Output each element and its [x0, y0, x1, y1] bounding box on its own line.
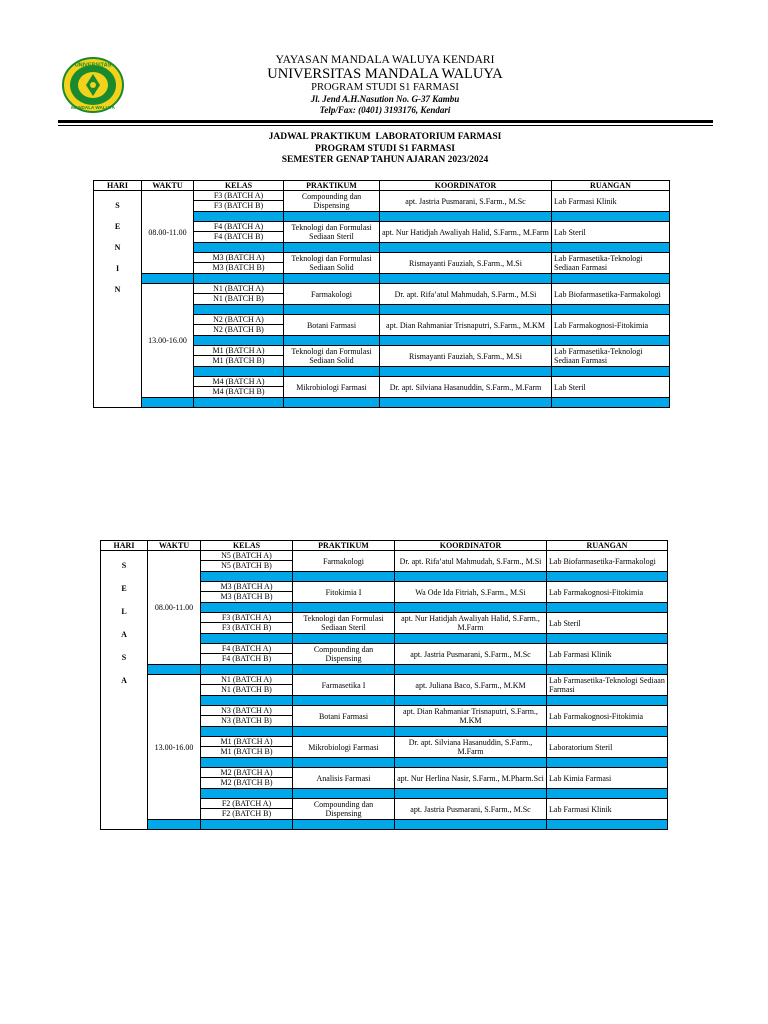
day-cell: [101, 551, 148, 830]
ruangan-cell: Lab Steril: [552, 377, 670, 398]
foundation-name: YAYASAN MANDALA WALUYA KENDARI: [275, 54, 495, 66]
koordinator-cell: Dr. apt. Rifa’atul Mahmudah, S.Farm., M.Si: [380, 284, 552, 305]
column-header-ruangan: RUANGAN: [547, 541, 668, 551]
svg-text:MANDALA WALUYA: MANDALA WALUYA: [71, 105, 115, 110]
spacer-cell: [552, 305, 670, 315]
kelas-batch-b: F4 (BATCH B): [221, 654, 272, 663]
spacer-cell: [201, 572, 293, 582]
table-row: [101, 675, 668, 696]
spacer-cell: [547, 727, 668, 737]
day-letter: S: [121, 653, 127, 662]
praktikum-cell: Farmakologi: [293, 551, 395, 572]
kelas-batch-b: N1 (BATCH B): [213, 294, 264, 303]
spacer-cell: [547, 603, 668, 613]
day-letter: E: [114, 222, 121, 231]
praktikum-cell: Botani Farmasi: [284, 315, 380, 336]
spacer-cell: [547, 758, 668, 768]
ruangan-cell: Lab Farmasetika-Teknologi Sediaan Farmasi: [547, 675, 668, 696]
spacer-cell: [201, 603, 293, 613]
koordinator-cell: apt. Juliana Baco, S.Farm., M.KM: [395, 675, 547, 696]
spacer-cell: [395, 820, 547, 830]
kelas-batch-a: N1 (BATCH A): [194, 284, 283, 294]
spacer-cell: [293, 665, 395, 675]
spacer-cell: [547, 820, 668, 830]
koordinator-cell: apt. Nur Hatidjah Awaliyah Halid, S.Farm., M.Farm: [380, 222, 552, 243]
praktikum-cell: Farmakologi: [284, 284, 380, 305]
praktikum-cell: Mikrobiologi Farmasi: [284, 377, 380, 398]
praktikum-cell: Teknologi dan Formulasi Sediaan Solid: [284, 346, 380, 367]
kelas-batch-a: F4 (BATCH A): [201, 644, 292, 654]
spacer-cell: [201, 696, 293, 706]
praktikum-cell: Teknologi dan Formulasi Sediaan Solid: [284, 253, 380, 274]
spacer-cell: [293, 789, 395, 799]
spacer-cell: [284, 274, 380, 284]
ruangan-cell: Lab Farmakognosi-Fitokimia: [547, 582, 668, 603]
kelas-batch-b: N2 (BATCH B): [213, 325, 264, 334]
koordinator-cell: apt. Jastria Pusmarani, S.Farm., M.Sc: [395, 799, 547, 820]
university-name: UNIVERSITAS MANDALA WALUYA: [267, 66, 503, 82]
kelas-batch-b: F3 (BATCH B): [221, 623, 272, 632]
contact: Telp/Fax: (0401) 3193176, Kendari: [319, 105, 451, 115]
spacer-row: [94, 274, 670, 284]
spacer-cell: [395, 789, 547, 799]
spacer-cell: [395, 696, 547, 706]
table-row: [101, 551, 668, 572]
table-header-row: [101, 541, 668, 551]
schedule-table: [100, 540, 668, 830]
kelas-batch-a: F3 (BATCH A): [201, 613, 292, 623]
spacer-cell: [284, 398, 380, 408]
spacer-cell: [552, 398, 670, 408]
table-row: [94, 284, 670, 305]
koordinator-cell: Rismayanti Fauziah, S.Farm., M.Si: [380, 346, 552, 367]
university-logo: [62, 57, 124, 113]
koordinator-cell: apt. Dian Rahmaniar Trisnaputri, S.Farm., M.KM: [395, 706, 547, 727]
spacer-cell: [552, 243, 670, 253]
spacer-cell: [201, 789, 293, 799]
spacer-cell: [194, 243, 284, 253]
spacer-cell: [547, 572, 668, 582]
spacer-cell: [293, 634, 395, 644]
time-cell: 13.00-16.00: [142, 284, 194, 398]
spacer-cell: [552, 367, 670, 377]
spacer-cell: [194, 398, 284, 408]
day-letter: S: [115, 201, 120, 210]
column-header-hari: HARI: [101, 541, 148, 551]
koordinator-cell: Wa Ode Ida Fitriah, S.Farm., M.Si: [395, 582, 547, 603]
title-line-1: JADWAL PRAKTIKUM LABORATORIUM FARMASI: [268, 132, 502, 142]
kelas-cell: [201, 768, 293, 789]
day-letter: A: [121, 630, 127, 639]
spacer-cell: [148, 820, 201, 830]
spacer-cell: [148, 665, 201, 675]
spacer-cell: [293, 758, 395, 768]
koordinator-cell: Rismayanti Fauziah, S.Farm., M.Si: [380, 253, 552, 274]
spacer-cell: [293, 727, 395, 737]
spacer-cell: [547, 789, 668, 799]
kelas-batch-a: N3 (BATCH A): [201, 706, 292, 716]
ruangan-cell: Lab Kimia Farmasi: [547, 768, 668, 789]
kelas-cell: [201, 706, 293, 727]
spacer-cell: [395, 603, 547, 613]
kelas-batch-b: M1 (BATCH B): [220, 747, 273, 756]
column-header-kelas: KELAS: [201, 541, 293, 551]
koordinator-cell: apt. Nur Herlina Nasir, S.Farm., M.Pharm.Sci: [395, 768, 547, 789]
kelas-batch-a: F3 (BATCH A): [194, 191, 283, 201]
title-line-3: SEMESTER GENAP TAHUN AJARAN 2023/2024: [281, 155, 489, 165]
ruangan-cell: Lab Farmasetika-Teknologi Sediaan Farmasi: [552, 346, 670, 367]
address: Jl. Jend A.H.Nasution No. G-37 Kambu: [310, 94, 460, 104]
spacer-row: [101, 665, 668, 675]
kelas-batch-b: N3 (BATCH B): [221, 716, 272, 725]
spacer-cell: [380, 336, 552, 346]
spacer-cell: [395, 727, 547, 737]
koordinator-cell: Dr. apt. Rifa’atul Mahmudah, S.Farm., M.Si: [395, 551, 547, 572]
spacer-cell: [293, 603, 395, 613]
spacer-cell: [284, 243, 380, 253]
ruangan-cell: Lab Farmakognosi-Fitokimia: [552, 315, 670, 336]
ruangan-cell: Lab Farmasi Klinik: [547, 644, 668, 665]
kelas-batch-a: F2 (BATCH A): [201, 799, 292, 809]
column-header-hari: HARI: [94, 181, 142, 191]
spacer-cell: [395, 758, 547, 768]
day-letter: N: [114, 243, 121, 252]
spacer-cell: [380, 398, 552, 408]
table-header-row: [94, 181, 670, 191]
ruangan-cell: Laboratorium Steril: [547, 737, 668, 758]
spacer-cell: [201, 758, 293, 768]
spacer-cell: [395, 572, 547, 582]
kelas-batch-a: M3 (BATCH A): [194, 253, 283, 263]
spacer-cell: [284, 305, 380, 315]
spacer-cell: [194, 367, 284, 377]
day-letter: I: [115, 264, 120, 273]
program-name: PROGRAM STUDI S1 FARMASI: [311, 82, 459, 93]
koordinator-cell: apt. Nur Hatidjah Awaliyah Halid, S.Farm., M.Farm: [395, 613, 547, 634]
day-letter: E: [121, 584, 127, 593]
spacer-cell: [284, 367, 380, 377]
spacer-cell: [293, 696, 395, 706]
kelas-cell: [201, 582, 293, 603]
header-divider-thin: [58, 125, 713, 126]
time-cell: 13.00-16.00: [148, 675, 201, 820]
kelas-cell: [194, 191, 284, 212]
koordinator-cell: Dr. apt. Silviana Hasanuddin, S.Farm., M.Farm: [395, 737, 547, 758]
day-letter: N: [114, 285, 121, 294]
spacer-cell: [380, 305, 552, 315]
spacer-cell: [201, 665, 293, 675]
koordinator-cell: apt. Jastria Pusmarani, S.Farm., M.Sc: [380, 191, 552, 212]
kelas-batch-b: M3 (BATCH B): [220, 592, 273, 601]
svg-text:UNIVERSITAS: UNIVERSITAS: [74, 62, 112, 69]
kelas-batch-b: N5 (BATCH B): [221, 561, 272, 570]
kelas-cell: [201, 613, 293, 634]
kelas-batch-b: M1 (BATCH B): [212, 356, 265, 365]
praktikum-cell: Mikrobiologi Farmasi: [293, 737, 395, 758]
schedule-table: [93, 180, 670, 408]
ruangan-cell: Lab Farmasi Klinik: [547, 799, 668, 820]
kelas-cell: [194, 222, 284, 243]
spacer-cell: [194, 305, 284, 315]
praktikum-cell: Analisis Farmasi: [293, 768, 395, 789]
column-header-praktikum: PRAKTIKUM: [284, 181, 380, 191]
praktikum-cell: Farmasetika I: [293, 675, 395, 696]
praktikum-cell: Teknologi dan Formulasi Sediaan Steril: [293, 613, 395, 634]
day-letter: L: [121, 607, 127, 616]
spacer-cell: [552, 274, 670, 284]
spacer-cell: [395, 665, 547, 675]
spacer-cell: [201, 634, 293, 644]
praktikum-cell: Compounding dan Dispensing: [293, 644, 395, 665]
koordinator-cell: Dr. apt. Silviana Hasanuddin, S.Farm., M.Farm: [380, 377, 552, 398]
title-line-2: PROGRAM STUDI S1 FARMASI: [315, 143, 455, 154]
kelas-batch-a: M1 (BATCH A): [201, 737, 292, 747]
time-cell: 08.00-11.00: [148, 551, 201, 665]
spacer-row: [94, 398, 670, 408]
kelas-cell: [194, 346, 284, 367]
spacer-cell: [142, 398, 194, 408]
day-cell: [94, 191, 142, 408]
kelas-batch-a: M1 (BATCH A): [194, 346, 283, 356]
spacer-cell: [284, 336, 380, 346]
kelas-batch-a: F4 (BATCH A): [194, 222, 283, 232]
ruangan-cell: Lab Farmasi Klinik: [552, 191, 670, 212]
kelas-batch-b: F4 (BATCH B): [213, 232, 264, 241]
column-header-waktu: WAKTU: [148, 541, 201, 551]
kelas-batch-a: N1 (BATCH A): [201, 675, 292, 685]
spacer-cell: [552, 212, 670, 222]
kelas-batch-a: N5 (BATCH A): [201, 551, 292, 561]
kelas-cell: [194, 377, 284, 398]
spacer-cell: [380, 212, 552, 222]
day-letter: S: [121, 561, 127, 570]
spacer-cell: [194, 336, 284, 346]
koordinator-cell: apt. Dian Rahmaniar Trisnaputri, S.Farm., M.KM: [380, 315, 552, 336]
spacer-cell: [395, 634, 547, 644]
kelas-cell: [201, 737, 293, 758]
praktikum-cell: Fitokimia I: [293, 582, 395, 603]
spacer-cell: [547, 665, 668, 675]
time-cell: 08.00-11.00: [142, 191, 194, 274]
spacer-cell: [194, 212, 284, 222]
document-title: [240, 132, 530, 167]
kelas-batch-a: M4 (BATCH A): [194, 377, 283, 387]
kelas-cell: [201, 799, 293, 820]
spacer-cell: [201, 820, 293, 830]
spacer-cell: [293, 820, 395, 830]
column-header-koordinator: KOORDINATOR: [380, 181, 552, 191]
kelas-cell: [194, 315, 284, 336]
kelas-batch-b: F3 (BATCH B): [213, 201, 264, 210]
kelas-batch-b: F2 (BATCH B): [221, 809, 272, 818]
column-header-praktikum: PRAKTIKUM: [293, 541, 395, 551]
column-header-koordinator: KOORDINATOR: [395, 541, 547, 551]
spacer-cell: [201, 727, 293, 737]
spacer-cell: [293, 572, 395, 582]
spacer-cell: [284, 212, 380, 222]
day-letter: A: [121, 676, 127, 685]
praktikum-cell: Botani Farmasi: [293, 706, 395, 727]
kelas-cell: [201, 551, 293, 572]
spacer-cell: [547, 696, 668, 706]
kelas-cell: [201, 675, 293, 696]
spacer-cell: [194, 274, 284, 284]
kelas-batch-b: M4 (BATCH B): [212, 387, 265, 396]
praktikum-cell: Compounding dan Dispensing: [284, 191, 380, 212]
table-row: [94, 191, 670, 212]
column-header-kelas: KELAS: [194, 181, 284, 191]
kelas-batch-b: M3 (BATCH B): [212, 263, 265, 272]
kelas-batch-a: M2 (BATCH A): [201, 768, 292, 778]
ruangan-cell: Lab Biofarmasetika-Farmakologi: [547, 551, 668, 572]
kelas-batch-a: N2 (BATCH A): [194, 315, 283, 325]
ruangan-cell: Lab Steril: [552, 222, 670, 243]
ruangan-cell: Lab Biofarmasetika-Farmakologi: [552, 284, 670, 305]
spacer-cell: [380, 367, 552, 377]
ruangan-cell: Lab Farmakognosi-Fitokimia: [547, 706, 668, 727]
spacer-cell: [547, 634, 668, 644]
kelas-cell: [201, 644, 293, 665]
spacer-cell: [380, 274, 552, 284]
column-header-ruangan: RUANGAN: [552, 181, 670, 191]
header-divider: [58, 120, 713, 123]
kelas-batch-a: M3 (BATCH A): [201, 582, 292, 592]
spacer-row: [101, 820, 668, 830]
ruangan-cell: Lab Steril: [547, 613, 668, 634]
ruangan-cell: Lab Farmasetika-Teknologi Sediaan Farmasi: [552, 253, 670, 274]
koordinator-cell: apt. Jastria Pusmarani, S.Farm., M.Sc: [395, 644, 547, 665]
kelas-batch-b: M2 (BATCH B): [220, 778, 273, 787]
column-header-waktu: WAKTU: [142, 181, 194, 191]
kelas-cell: [194, 253, 284, 274]
kelas-batch-b: N1 (BATCH B): [221, 685, 272, 694]
spacer-cell: [380, 243, 552, 253]
spacer-cell: [552, 336, 670, 346]
praktikum-cell: Teknologi dan Formulasi Sediaan Steril: [284, 222, 380, 243]
spacer-cell: [142, 274, 194, 284]
kelas-cell: [194, 284, 284, 305]
praktikum-cell: Compounding dan Dispensing: [293, 799, 395, 820]
